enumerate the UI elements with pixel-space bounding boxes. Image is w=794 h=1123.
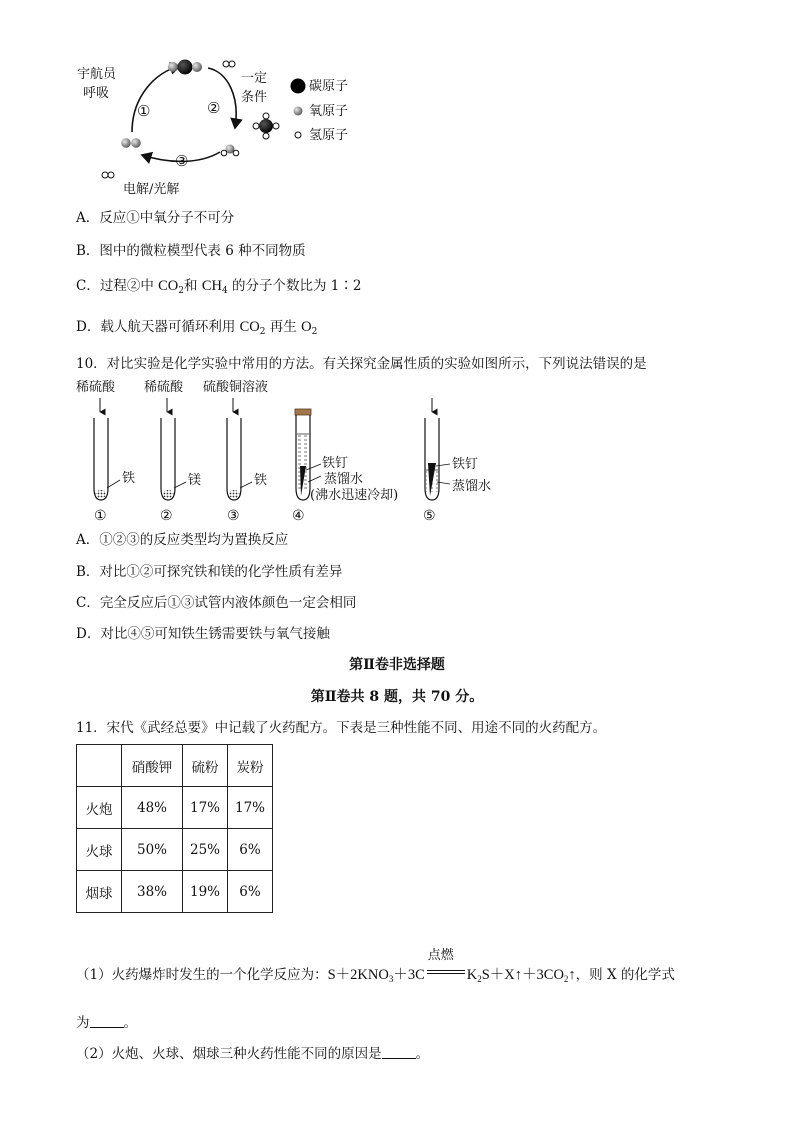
q11-stem: 11．宋代《武经总要》中记载了火药配方。下表是三种性能不同、用途不同的火药配方。 [76, 720, 607, 736]
reagent-3: 硫酸铜溶液 [203, 380, 269, 395]
table-cell: 火球 [77, 829, 122, 871]
q10-option-c: C．完全反应后①③试管内液体颜色一定会相同 [76, 595, 357, 611]
chemical-equation: $S+2KNO_3+3C$ 点燃 $K_2S+X↑+3CO_2↑$ [327, 948, 576, 984]
table-header-cell: 硝酸钾 [122, 745, 183, 787]
label-condition-line1: 一定 [241, 71, 268, 86]
tube-number-1: ① [94, 508, 107, 524]
hydrogen-atom-icon [295, 132, 301, 138]
tube-number-4: ④ [292, 508, 305, 524]
q9-option-d: D．载人航天器可循环利用 $CO_2$ 再生 $O_2$ [76, 319, 318, 337]
carbon-atom-icon [291, 79, 306, 94]
table-header-cell: 炭粉 [228, 745, 273, 787]
answer-blank-1[interactable] [90, 1014, 124, 1028]
step-2-label: ② [207, 99, 221, 117]
table-cell: 6% [228, 829, 273, 871]
table-row [77, 787, 273, 829]
table-cell: 19% [183, 871, 228, 913]
table-cell: 17% [183, 787, 228, 829]
tube5-label-nail: 铁钉 [452, 457, 479, 472]
tube-number-3: ③ [227, 508, 240, 524]
test-tubes-graphic [70, 378, 510, 528]
q11-part1-line2: 为 。 [76, 1015, 137, 1031]
section-subtitle: 第Ⅱ卷共 8 题，共 70 分。 [310, 689, 484, 705]
legend-carbon: 碳原子 [309, 79, 349, 94]
tube-number-5: ⑤ [423, 508, 436, 524]
reagent-2: 稀硫酸 [144, 380, 184, 395]
table-cell: 6% [228, 871, 273, 913]
step-3-label: ③ [175, 152, 189, 170]
q10-option-a: A．①②③的反应类型均为置换反应 [76, 532, 289, 548]
table-cell: 50% [122, 829, 183, 871]
reagent-1: 稀硫酸 [76, 380, 116, 395]
q9-option-a: A．反应①中氧分子不可分 [76, 210, 235, 226]
tube5-label-water: 蒸馏水 [452, 479, 492, 494]
step-1-label: ① [137, 102, 151, 120]
test-tubes-figure [70, 378, 510, 528]
tube4-label-nail: 铁钉 [322, 456, 349, 471]
metal-2: 镁 [188, 473, 202, 488]
q10-option-d: D．对比④⑤可知铁生锈需要铁与氧气接触 [76, 626, 330, 642]
table-row [77, 871, 273, 913]
table-cell: 38% [122, 871, 183, 913]
table-row [77, 829, 273, 871]
metal-3: 铁 [254, 473, 268, 488]
label-electrolysis: 电解/光解 [123, 182, 180, 197]
q10-stem: 10．对比实验是化学实验中常用的方法。有关探究金属性质的实验如图所示，下列说法错误的是 [76, 356, 647, 372]
table-header-cell [77, 745, 122, 787]
q10-option-b: B．对比①②可探究铁和镁的化学性质有差异 [76, 564, 343, 580]
q11-part1-intro: （1）火药爆炸时发生的一个化学反应为： [76, 967, 328, 983]
label-astronaut-line1: 宇航员 [77, 67, 117, 82]
table-cell: 烟球 [77, 871, 122, 913]
answer-blank-2[interactable] [382, 1045, 416, 1059]
tube4-label-water: 蒸馏水 [324, 472, 364, 487]
label-condition-line2: 条件 [241, 90, 268, 105]
table-cell: 25% [183, 829, 228, 871]
label-astronaut-line2: 呼吸 [83, 86, 110, 101]
q11-part1 [76, 948, 675, 984]
legend-hydrogen: 氢原子 [309, 128, 349, 143]
q9-option-c: C．过程②中 $CO_2$和 $CH_4$ 的分子个数比为 1∶2 [76, 278, 362, 296]
oxygen-atom-icon [294, 107, 303, 116]
table-cell: 火炮 [77, 787, 122, 829]
legend-oxygen: 氧原子 [309, 104, 349, 119]
table-header-cell: 硫粉 [183, 745, 228, 787]
section-title: 第Ⅱ卷非选择题 [349, 657, 445, 673]
table-header-row [77, 745, 273, 787]
gunpowder-table [76, 744, 273, 913]
reaction-condition: 点燃 [427, 948, 454, 963]
q11-part1-tail: ，则 X 的化学式 [575, 967, 675, 983]
q9-option-b: B．图中的微粒模型代表 6 种不同物质 [76, 243, 306, 259]
metal-1: 铁 [122, 471, 136, 486]
table-cell: 17% [228, 787, 273, 829]
tube-number-2: ② [160, 508, 173, 524]
table-cell: 48% [122, 787, 183, 829]
tube4-label-note: (沸水迅速冷却) [310, 488, 399, 503]
q11-part2: （2）火炮、火球、烟球三种火药性能不同的原因是 。 [76, 1046, 430, 1062]
